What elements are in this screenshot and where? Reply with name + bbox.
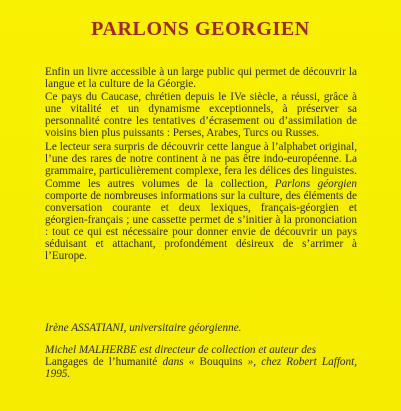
author-role: , universitaire géorgienne. (123, 322, 242, 334)
book-title: PARLONS GEORGIEN (91, 18, 310, 40)
collection-title: Parlons géorgien (274, 177, 357, 190)
director-series: Bouquins (199, 356, 243, 369)
blurb-paragraph-history: Ce pays du Caucase, chrétien depuis le IVe siècle, a réussi, grâce à une vitalité et un dynamisme exceptionnels, à préserver sa personnalité contre les tentatives d’écrasement ou d’assimilation de voisins bien plus puissants : Perses, Arabes, Turcs ou Russes. (45, 91, 357, 140)
director-dans: dans « (157, 356, 200, 369)
author-name: Irène ASSATIANI (45, 322, 124, 334)
contents-text-start: Comme les autres volumes de la collection, (45, 177, 275, 190)
director-tail: », chez Robert Laffont, 1995. (45, 356, 358, 381)
director-credit (45, 344, 357, 380)
director-intro: Michel MALHERBE est directeur de collection et auteur des (45, 344, 317, 357)
contents-text-end: comporte de nombreuses informations sur la culture, des éléments de conversation courante et deux lexiques, français-géorgien et géorgien-français ; une cassette permet de s’initier à la prononciation : tout ce qui est nécessaire pour donner envie de découvrir un pays séduisant et attachant, profondément désireux de s’arrimer à l’Europe. (45, 189, 357, 263)
blurb-paragraph-intro: Enfin un livre accessible à un large public qui permet de découvrir la langue et la culture de la Géorgie. (45, 66, 357, 91)
blurb-paragraph-language: Le lecteur sera surpris de découvrir cette langue à l’alphabet original, l’une des rares de notre continent à ne pas être indo-européenne. La grammaire, particulièrement complexe, fera les délices des linguistes. (45, 140, 357, 177)
director-book: Langages de l’humanité (45, 356, 158, 369)
blurb-paragraph-contents (45, 178, 357, 263)
credits (45, 322, 357, 380)
blurb (45, 66, 357, 263)
author-credit (45, 322, 357, 334)
